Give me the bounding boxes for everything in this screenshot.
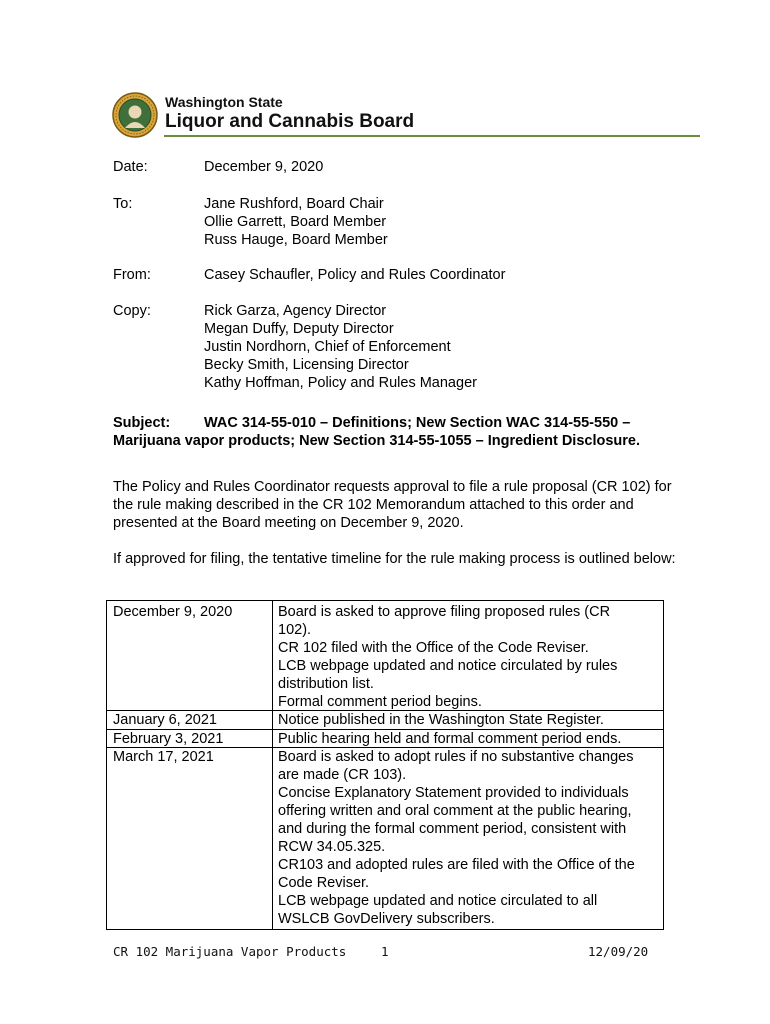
description-line: Concise Explanatory Statement provided to individuals — [278, 785, 629, 801]
description-line: LCB webpage updated and notice circulated by rules — [278, 658, 618, 674]
timeline-date: December 9, 2020 — [113, 604, 233, 620]
description-line: Formal comment period begins. — [278, 694, 482, 710]
description-line: distribution list. — [278, 676, 374, 692]
timeline-date: January 6, 2021 — [113, 712, 217, 728]
description-line: CR103 and adopted rules are filed with the Office of the — [278, 857, 635, 873]
to-recipient: Jane Rushford, Board Chair — [204, 196, 384, 212]
description-line: Notice published in the Washington State Register. — [278, 712, 604, 728]
to-values — [204, 195, 388, 249]
description-line: CR 102 filed with the Office of the Code Reviser. — [278, 640, 589, 656]
from-label: From: — [113, 267, 151, 283]
copy-label: Copy: — [113, 303, 151, 319]
from-sender: Casey Schaufler, Policy and Rules Coordinator — [204, 267, 506, 283]
timeline-date: March 17, 2021 — [113, 749, 214, 765]
description-line: Code Reviser. — [278, 875, 370, 891]
timeline-description — [278, 748, 635, 928]
timeline-description — [278, 730, 621, 748]
footer-title: CR 102 Marijuana Vapor Products — [113, 944, 347, 959]
org-name-line2: Liquor and Cannabis Board — [165, 111, 415, 132]
description-line: are made (CR 103). — [278, 767, 407, 783]
copy-recipient: Megan Duffy, Deputy Director — [204, 321, 394, 337]
description-line: 102). — [278, 622, 312, 638]
subject-line1: WAC 314-55-010 – Definitions; New Section WAC 314-55-550 – — [204, 415, 631, 431]
subject-line2: Marijuana vapor products; New Section 314-55-1055 – Ingredient Disclosure. — [113, 433, 640, 449]
table-row — [107, 601, 663, 709]
description-line: LCB webpage updated and notice circulated to all — [278, 893, 598, 909]
copy-recipient: Justin Nordhorn, Chief of Enforcement — [204, 339, 451, 355]
footer-page-number: 1 — [381, 944, 389, 959]
paragraph-line: presented at the Board meeting on December 9, 2020. — [113, 515, 464, 531]
paragraph-line: the rule making described in the CR 102 Memorandum attached to this order and — [113, 497, 634, 513]
description-line: offering written and oral comment at the public hearing, — [278, 803, 632, 819]
to-label: To: — [113, 196, 133, 212]
copy-recipient: Rick Garza, Agency Director — [204, 303, 387, 319]
body-paragraph-2: If approved for filing, the tentative timeline for the rule making process is outlined below: — [113, 551, 676, 567]
timeline-date: February 3, 2021 — [113, 731, 224, 747]
date-label: Date: — [113, 159, 148, 175]
timeline-table — [106, 600, 664, 930]
date-value: December 9, 2020 — [204, 159, 324, 175]
description-line: Public hearing held and formal comment period ends. — [278, 731, 622, 747]
to-recipient: Russ Hauge, Board Member — [204, 232, 388, 248]
subject-label: Subject: — [113, 415, 171, 431]
paragraph-line: The Policy and Rules Coordinator requests approval to file a rule proposal (CR 102) for — [113, 479, 672, 495]
table-row — [107, 710, 663, 729]
copy-values — [204, 302, 477, 392]
body-paragraph-1 — [113, 478, 672, 532]
date-values — [204, 158, 323, 176]
footer-date: 12/09/20 — [588, 944, 649, 959]
to-recipient: Ollie Garrett, Board Member — [204, 214, 387, 230]
timeline-description — [278, 603, 617, 711]
table-row — [107, 747, 663, 930]
memo-subject — [113, 414, 640, 450]
description-line: RCW 34.05.325. — [278, 839, 386, 855]
org-name-line1: Washington State — [165, 94, 283, 110]
description-line: Board is asked to adopt rules if no substantive changes — [278, 749, 634, 765]
description-line: WSLCB GovDelivery subscribers. — [278, 911, 495, 927]
timeline-description — [278, 711, 604, 729]
washington-state-seal-icon — [112, 92, 158, 138]
description-line: Board is asked to approve filing proposed rules (CR — [278, 604, 611, 620]
header-divider — [164, 135, 700, 137]
letterhead — [112, 92, 700, 138]
copy-recipient: Becky Smith, Licensing Director — [204, 357, 409, 373]
description-line: and during the formal comment period, consistent with — [278, 821, 627, 837]
from-values — [204, 266, 505, 284]
table-row — [107, 729, 663, 748]
copy-recipient: Kathy Hoffman, Policy and Rules Manager — [204, 375, 477, 391]
